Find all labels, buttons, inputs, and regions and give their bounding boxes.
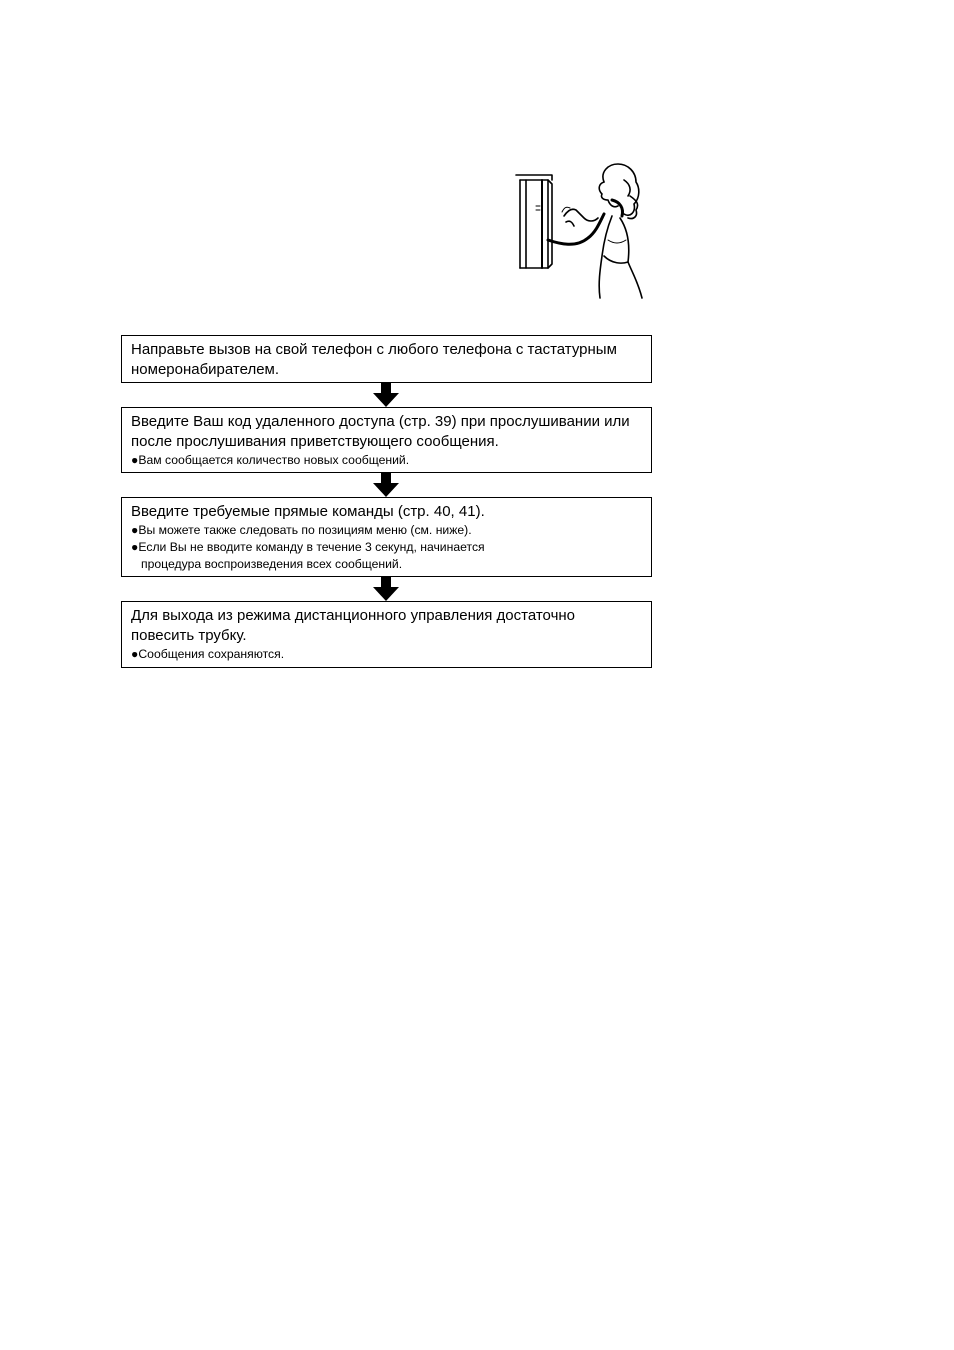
remote-operation-flowchart — [121, 335, 652, 668]
woman-using-wall-phone-icon — [512, 160, 644, 302]
step-3-note-timeout-cont: процедура воспроизведения всех сообщений. — [141, 557, 403, 571]
flow-arrow-2 — [121, 473, 652, 497]
arrow-down-icon — [373, 473, 399, 497]
step-2-text: Введите Ваш код удаленного доступа (стр. 39) при прослушивании или после прослушивания приветствующего сообщения. — [131, 413, 630, 450]
flow-step-hang-up — [121, 601, 652, 668]
step-1-text: Направьте вызов на свой телефон с любого телефона с тастатурным номеронабирателем. — [131, 341, 617, 378]
flow-step-enter-commands — [121, 497, 652, 577]
woman-on-wall-phone-illustration — [512, 160, 644, 302]
flow-arrow-1 — [121, 383, 652, 407]
step-4-text: Для выхода из режима дистанционного управления достаточно повесить трубку. — [131, 607, 576, 644]
flow-arrow-3 — [121, 577, 652, 601]
step-2-note: ●Вам сообщается количество новых сообщений. — [131, 453, 410, 467]
flow-step-call-phone — [121, 335, 652, 383]
flow-step-enter-code — [121, 407, 652, 473]
step-3-note-menu: ●Вы можете также следовать по позициям меню (см. ниже). — [131, 523, 472, 537]
step-3-text: Введите требуемые прямые команды (стр. 40, 41). — [131, 503, 485, 520]
step-4-note: ●Сообщения сохраняются. — [131, 647, 285, 661]
arrow-down-icon — [373, 383, 399, 407]
arrow-down-icon — [373, 577, 399, 601]
step-3-note-timeout: ●Если Вы не вводите команду в течение 3 секунд, начинается — [131, 540, 485, 554]
